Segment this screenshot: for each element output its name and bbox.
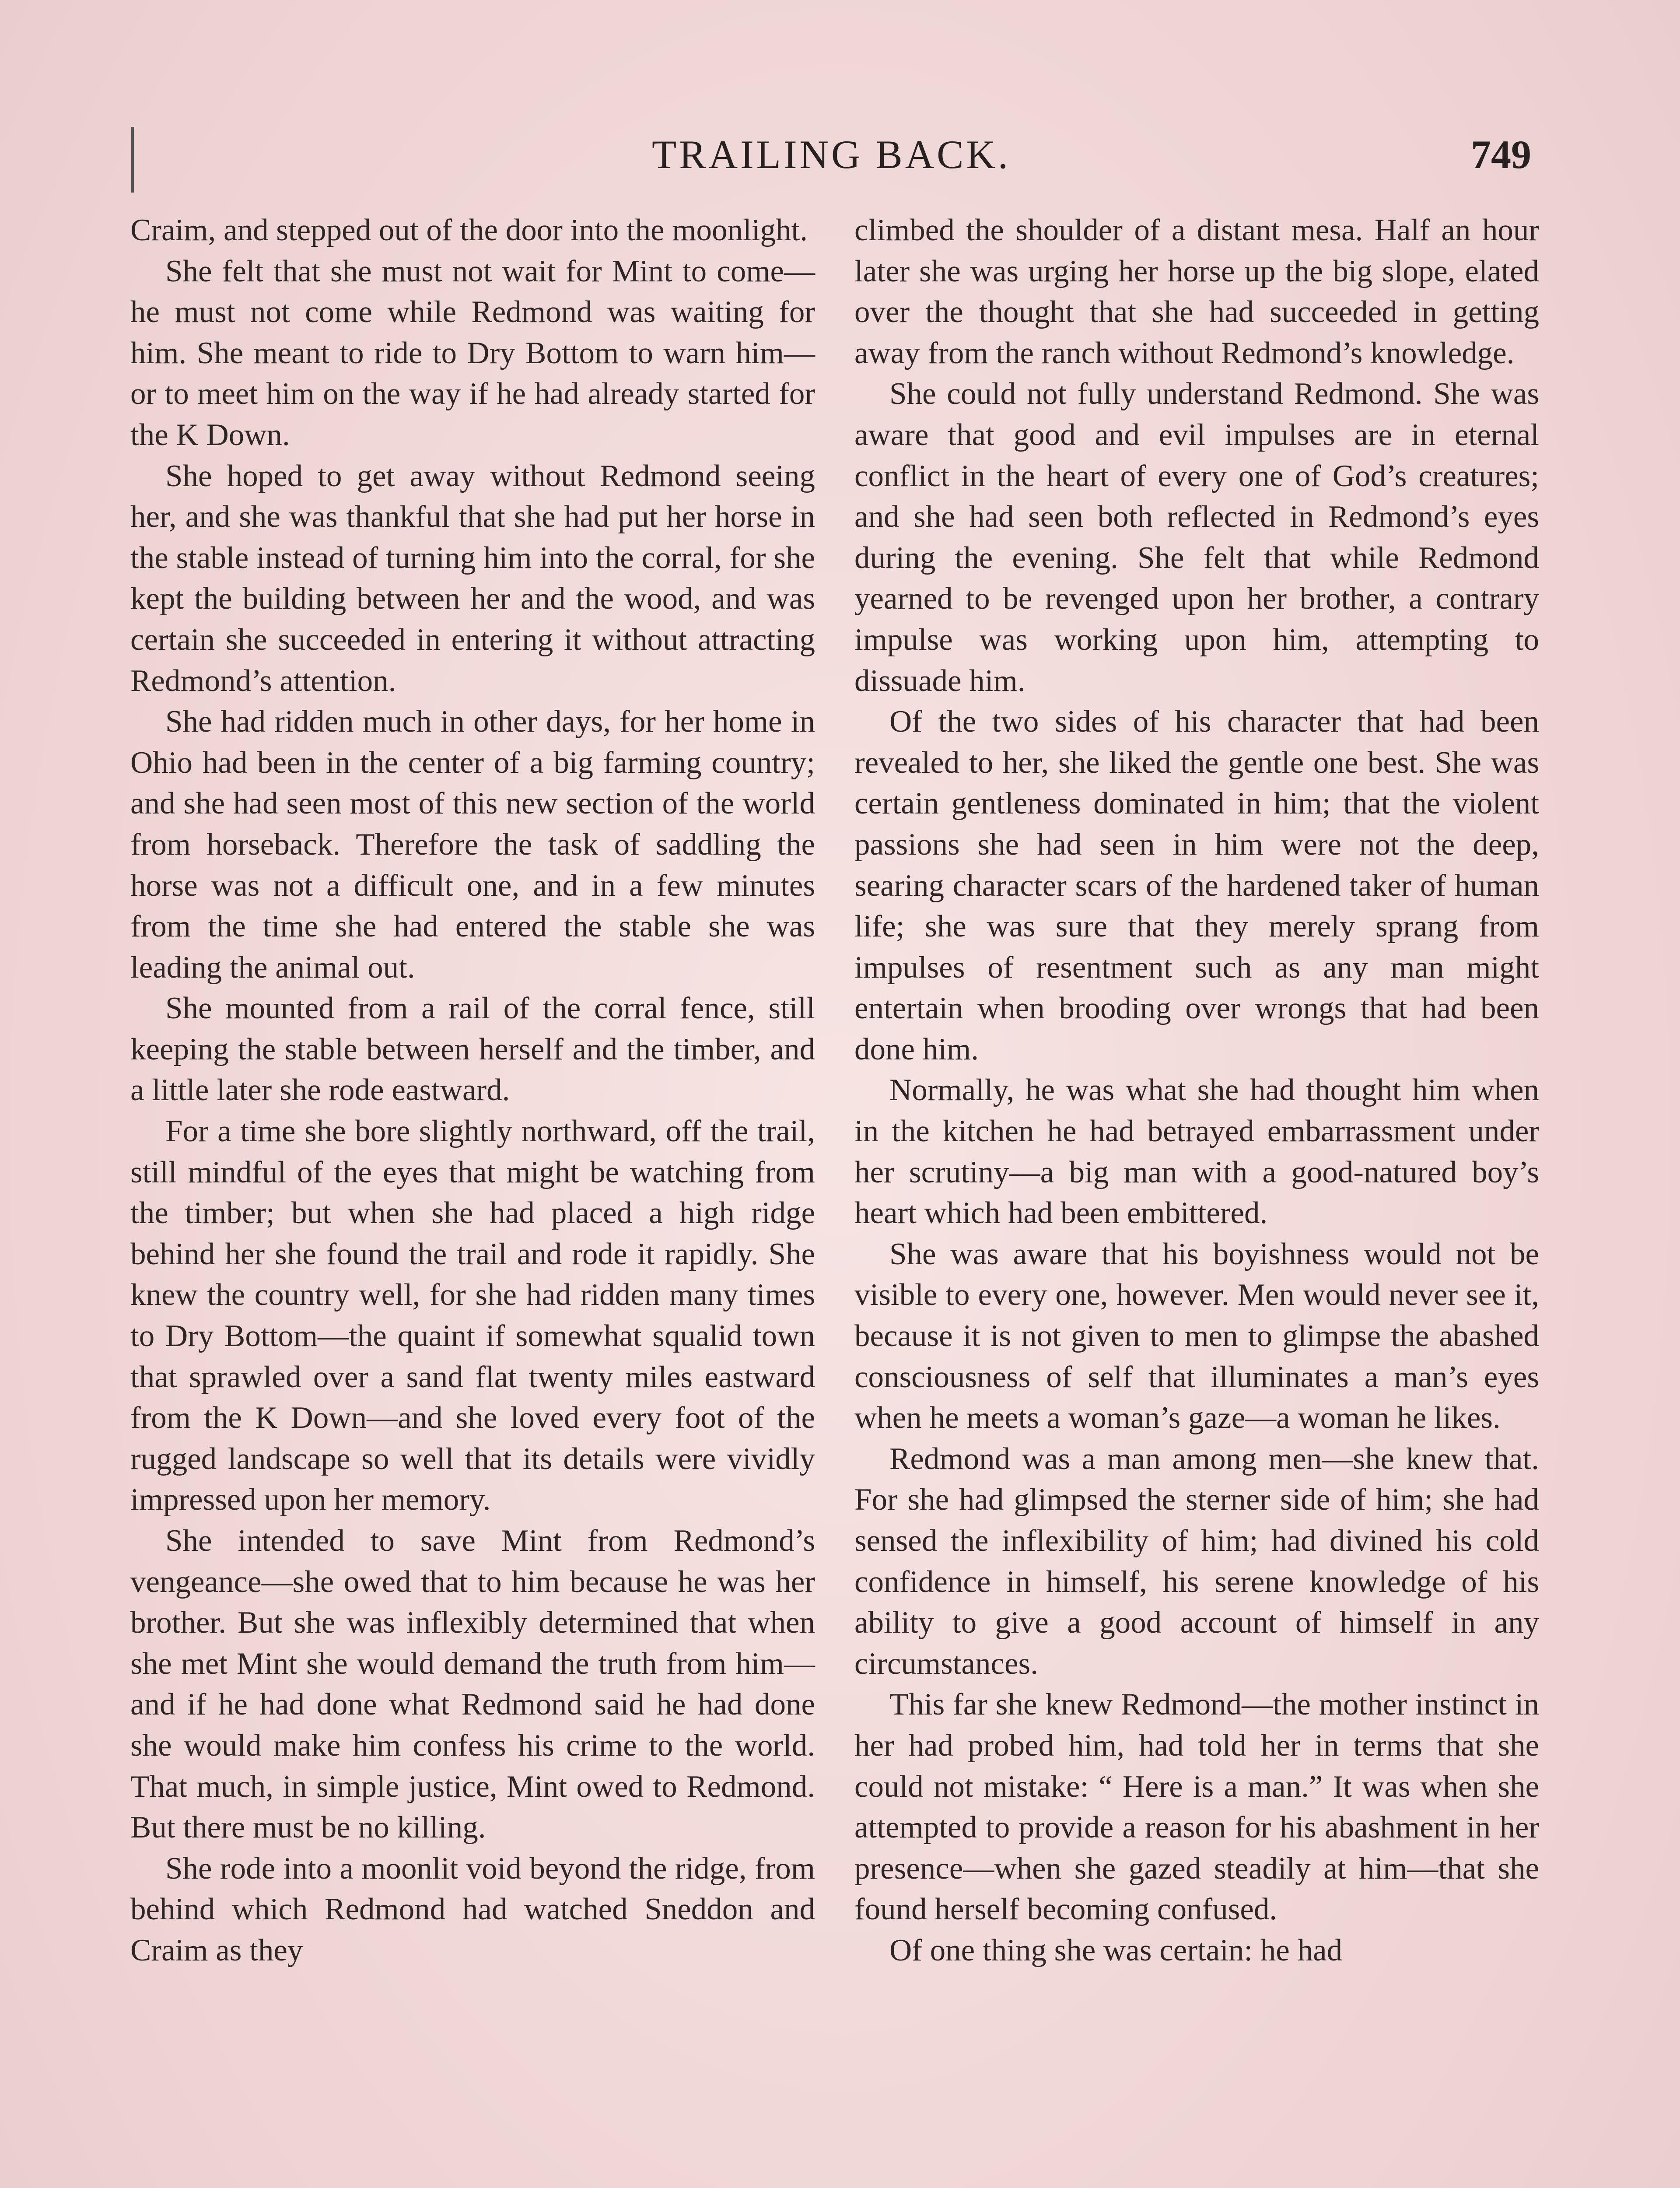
left-column	[130, 210, 815, 2188]
paragraph: She intended to save Mint from Redmond’s vengeance—she owed that to him because he was her brother. But she was inflexibly determined that when she met Mint she would demand the truth from him—and if he had done what Redmond said he had done she would make him confess his crime to the world. That much, in simple justice, Mint owed to Redmond. But there must be no killing.	[130, 1524, 815, 1845]
paragraph: Redmond was a man among men—she knew that. For she had glimpsed the sterner side of him; she had sensed the inflexibility of him; had divined his cold confidence in himself, his serene knowledge of his ability to give a good account of himself in any circumstances.	[854, 1441, 1539, 1681]
page-number: 749	[1471, 132, 1531, 177]
paragraph: She could not fully understand Redmond. She was aware that good and evil impulses are in eternal conflict in the heart of every one of God’s creatures; and she had seen both reflected in Redmond’s eyes during the evening. She felt that while Redmond yearned to be revenged upon her brother, a contrary impulse was working upon him, attempting to dissuade him.	[854, 377, 1539, 698]
paragraph: She had ridden much in other days, for her home in Ohio had been in the center of a big farming country; and she had seen most of this new section of the world from horseback. Therefore the task of saddling the horse was not a difficult one, and in a few minutes from the time she had entered the stable she was leading the animal out.	[130, 705, 815, 985]
paragraph: Of the two sides of his character that had been revealed to her, she liked the gentle one best. She was certain gentleness dominated in him; that the violent passions she had seen in him were not the deep, searing character scars of the hardened taker of human life; she was sure that they merely sprang from impulses of resentment such as any man might entertain when brooding over wrongs that had been done him.	[854, 705, 1539, 1066]
paragraph: This far she knew Redmond—the mother instinct in her had probed him, had told her in terms that she could not mistake: “ Here is a man.” It was when she attempted to provide a reason for his abashment in her presence—when she gazed steadily at him—that she found herself becoming confused.	[854, 1687, 1539, 1927]
paragraph: She mounted from a rail of the corral fence, still keeping the stable between herself and the timber, and a little later she rode eastward.	[130, 991, 815, 1108]
running-header	[131, 127, 1531, 188]
paragraph: She hoped to get away without Redmond seeing her, and she was thankful that she had put her horse in the stable instead of turning him into the corral, for she kept the building between her and the wood, and was certain she succeeded in entering it without attracting Redmond’s attention.	[130, 459, 815, 698]
text-columns	[130, 210, 1539, 2188]
right-column	[854, 210, 1539, 2188]
paragraph: For a time she bore slightly northward, off the trail, still mindful of the eyes that might be watching from the timber; but when she had placed a high ridge behind her she found the trail and rode it rapidly. She knew the country well, for she had ridden many times to Dry Bottom—the quaint if somewhat squalid town that sprawled over a sand flat twenty miles eastward from the K Down—and she loved every foot of the rugged landscape so well that its details were vividly impressed upon her memory.	[130, 1114, 815, 1517]
paragraph: climbed the shoulder of a distant mesa. Half an hour later she was urging her horse up the big slope, elated over the thought that she had succeeded in getting away from the ranch without Redmond’s knowledge.	[854, 213, 1539, 370]
paragraph: She was aware that his boyishness would not be visible to every one, however. Men would never see it, because it is not given to men to glimpse the abashed consciousness of self that illuminates a man’s eyes when he meets a woman’s gaze—a woman he likes.	[854, 1237, 1539, 1435]
paragraph: She felt that she must not wait for Mint to come—he must not come while Redmond was waiting for him. She meant to ride to Dry Bottom to warn him—or to meet him on the way if he had already started for the K Down.	[130, 254, 815, 452]
paragraph: Of one thing she was certain: he had	[889, 1933, 1343, 1967]
paragraph: Normally, he was what she had thought him when in the kitchen he had betrayed embarrassment under her scrutiny—a big man with a good-natured boy’s heart which had been embittered.	[854, 1073, 1539, 1231]
paragraph: Craim, and stepped out of the door into the moonlight.	[130, 213, 808, 247]
paragraph: She rode into a moonlit void beyond the ridge, from behind which Redmond had watched Sneddon and Craim as they	[130, 1851, 815, 1967]
running-title: TRAILING BACK.	[652, 132, 1011, 177]
